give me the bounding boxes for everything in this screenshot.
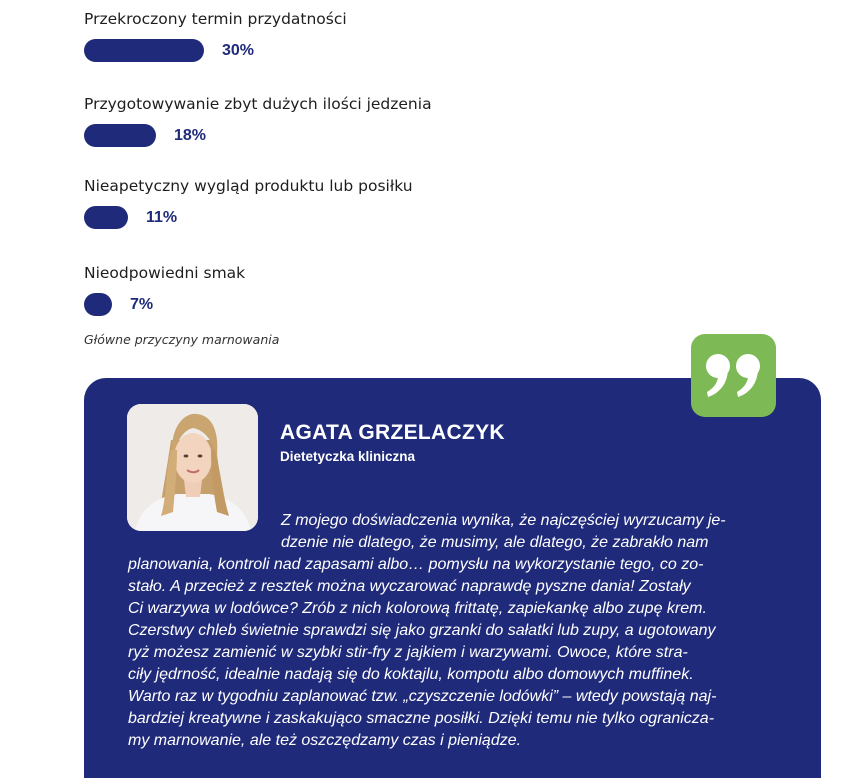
- stat-bar: [84, 124, 156, 147]
- stat-label: Przekroczony termin przydatności: [84, 10, 347, 28]
- figure-caption: Główne przyczyny marnowania: [84, 332, 280, 347]
- quote-badge: [691, 334, 776, 417]
- stat-label: Nieodpowiedni smak: [84, 264, 246, 282]
- quote-line: ryż możesz zamienić w szybki stir-fry z jajkiem i warzywami. Owoce, które stra-: [128, 644, 688, 661]
- stat-percent: 18%: [174, 126, 207, 144]
- author-role: Dietetyczka kliniczna: [280, 449, 416, 464]
- quote-line: dzenie nie dlatego, że musimy, ale dlatego, że zabrakło nam: [281, 534, 709, 551]
- quote-line: planowania, kontroli nad zapasami albo… pomysłu na wykorzystanie tego, co zo-: [128, 556, 704, 573]
- stat-percent: 11%: [146, 208, 178, 226]
- author-photo: [127, 404, 258, 531]
- stat-percent: 30%: [222, 41, 255, 59]
- quote-line: stało. A przecież z resztek można wyczarować naprawdę pyszne dania! Zostały: [128, 578, 691, 595]
- stat-bar: [84, 206, 128, 229]
- quote-marks-icon: [704, 351, 764, 399]
- quote-line: Warto raz w tygodniu zaplanować tzw. „czyszczenie lodówki” – wtedy powstają naj-: [128, 688, 717, 705]
- stat-item-too-much-food: [84, 95, 432, 147]
- quote-line: my marnowanie, ale też oszczędzamy czas i pieniądze.: [128, 732, 522, 749]
- quote-line: Z mojego doświadczenia wynika, że najczęściej wyrzucamy je-: [281, 512, 726, 529]
- stat-label: Przygotowywanie zbyt dużych ilości jedzenia: [84, 95, 432, 113]
- quote-line: ciły jędrność, idealnie nadają się do koktajlu, kompotu albo domowych muffinek.: [128, 666, 694, 683]
- stat-item-expired: [84, 10, 347, 62]
- stat-bar: [84, 39, 204, 62]
- author-name: AGATA GRZELACZYK: [280, 421, 505, 444]
- stat-bar: [84, 293, 112, 316]
- stat-item-bad-taste: [84, 264, 245, 316]
- quote-line: Ci warzywa w lodówce? Zrób z nich kolorową frittatę, zapiekankę albo zupę krem.: [128, 600, 707, 617]
- stat-percent: 7%: [130, 295, 154, 313]
- quote-line: bardziej kreatywne i zaskakująco smaczne posiłki. Dzięki temu nie tylko ogranicza-: [128, 710, 715, 727]
- quote-line: Czerstwy chleb świetnie sprawdzi się jako grzanki do sałatki lub zupy, a ugotowany: [128, 622, 716, 639]
- stat-label: Nieapetyczny wygląd produktu lub posiłku: [84, 177, 413, 195]
- stat-item-unappetizing: [84, 177, 413, 229]
- author-portrait-illustration: [127, 404, 258, 531]
